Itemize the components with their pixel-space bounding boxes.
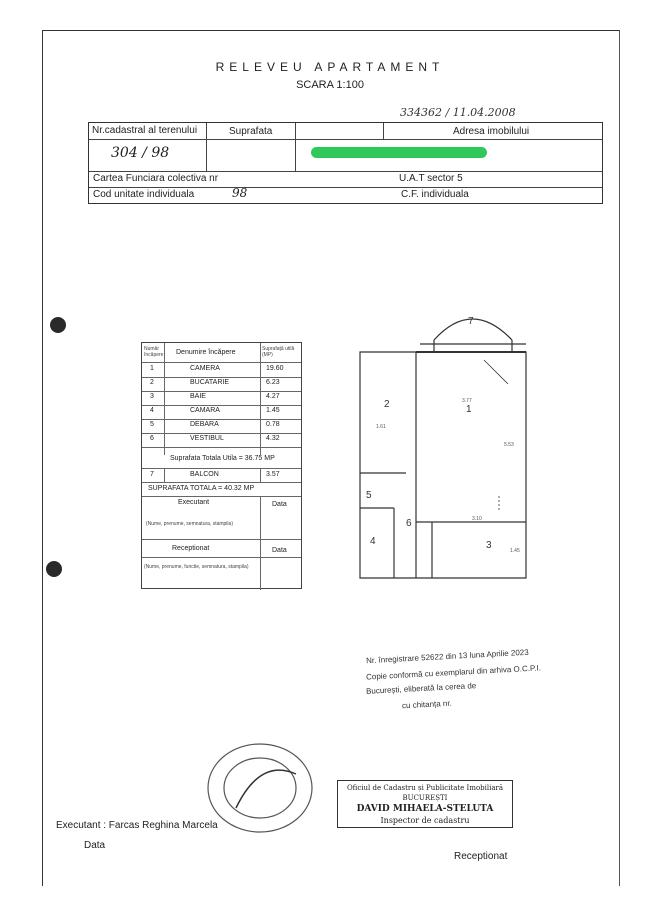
plan-room-5: 5 (366, 490, 372, 501)
balcon-name: BALCON (190, 471, 219, 478)
footer-executant: Executant : Farcas Reghina Marcela (56, 820, 218, 831)
legend-room-area: 4.27 (266, 393, 280, 400)
legend-room-name: BAIE (190, 393, 206, 400)
plan-dim-top: 3.77 (462, 398, 472, 404)
footer-data: Data (84, 840, 106, 851)
cadastral-nr-value: 304 / 98 (111, 145, 170, 161)
handwritten-registration: 334362 / 11.04.2008 (400, 106, 516, 119)
legend-room-nr: 1 (150, 365, 154, 372)
cert-line-2: Copie conformă cu exemplarul din arhiva O.C.P.I. (365, 663, 542, 682)
receptionat-sign-hint: (Nume, prenume, functie, semnatura, stampila) (144, 564, 249, 570)
total-util-area: Suprafata Totala Utila = 36.75 MP (170, 455, 275, 462)
legend-room-nr: 3 (150, 393, 154, 400)
legend-room-nr: 6 (150, 435, 154, 442)
footer-receptionat: Receptionat (454, 851, 508, 862)
inspector-name: DAVID MIHAELA-STELUTA (356, 804, 494, 814)
executant-data-label: Data (272, 501, 287, 508)
redacted-address (311, 147, 487, 158)
legend-room-area: 19.60 (266, 365, 284, 372)
total-area: SUPRAFATA TOTALA = 40.32 MP (148, 485, 255, 492)
plan-room-2: 2 (384, 399, 390, 410)
balcon-nr: 7 (150, 471, 154, 478)
cf-colectiva-label: Cartea Funciara colectiva nr (93, 173, 219, 184)
executant-label: Executant (178, 499, 210, 506)
legend-room-name: CAMARA (190, 407, 220, 414)
receptionat-label: Receptionat (172, 545, 210, 552)
plan-dim-kitchen: 1.61 (376, 424, 386, 430)
plan-room-3: 3 (486, 540, 492, 551)
legend-room-name: BUCATARIE (190, 379, 230, 386)
legend-room-area: 6.23 (266, 379, 280, 386)
plan-room-4: 4 (370, 536, 376, 547)
plan-dim-left: 5.53 (504, 442, 514, 448)
cf-individuala-label: C.F. individuala (401, 189, 469, 200)
cadastral-table (88, 122, 603, 204)
rooms-legend-table (141, 342, 302, 589)
cert-line-1: Nr. înregistrare 52622 din 13 luna Aprilie 2023 (365, 647, 529, 666)
punch-hole (46, 561, 62, 577)
executant-sign-hint: (Nume, prenume, semnatura, stampila) (146, 521, 233, 527)
cadastral-nr-label: Nr.cadastral al terenului (92, 125, 198, 136)
round-stamp (200, 738, 320, 838)
legend-room-name: DEBARA (190, 421, 219, 428)
inspector-role: Inspector de cadastru (380, 816, 470, 825)
balcon-area: 3.57 (266, 471, 280, 478)
legend-room-nr: 4 (150, 407, 154, 414)
unit-code-value: 98 (232, 186, 248, 200)
legend-room-area: 1.45 (266, 407, 280, 414)
cert-line-4: cu chitanța nr. (401, 698, 453, 711)
legend-room-name: CAMERA (190, 365, 220, 372)
legend-room-nr: 2 (150, 379, 154, 386)
document-title: RELEVEU APARTAMENT (215, 60, 445, 74)
certification-block (362, 648, 602, 732)
col-name-header: Denumire încăpere (176, 349, 236, 356)
uat-label: U.A.T sector 5 (399, 173, 463, 184)
address-label: Adresa imobilului (453, 126, 530, 137)
col-nr-header: Număr încăpere (144, 346, 164, 358)
area-label: Suprafata (229, 126, 273, 137)
col-area-header: Suprafață utilă (MP) (262, 346, 295, 358)
unit-code-label: Cod unitate individuala (93, 189, 195, 200)
office-city: BUCUREȘTI (402, 794, 448, 802)
legend-room-area: 4.32 (266, 435, 280, 442)
legend-room-area: 0.78 (266, 421, 280, 428)
plan-room-1: 1 (466, 404, 472, 415)
receptionat-data-label: Data (272, 547, 287, 554)
document-scale: SCARA 1:100 (296, 79, 364, 91)
legend-room-name: VESTIBUL (190, 435, 224, 442)
official-stamp (337, 780, 513, 828)
plan-dim-bath: 1.45 (510, 548, 520, 554)
legend-room-nr: 5 (150, 421, 154, 428)
cert-line-3: București, eliberată la cerea de (365, 681, 477, 696)
plan-room-7: 7 (468, 316, 474, 327)
punch-hole (50, 317, 66, 333)
office-name: Oficiul de Cadastru și Publicitate Imobiliară (346, 784, 504, 792)
floor-plan (354, 300, 544, 582)
plan-dim-mid: 3.10 (472, 516, 482, 522)
plan-room-6: 6 (406, 518, 412, 529)
